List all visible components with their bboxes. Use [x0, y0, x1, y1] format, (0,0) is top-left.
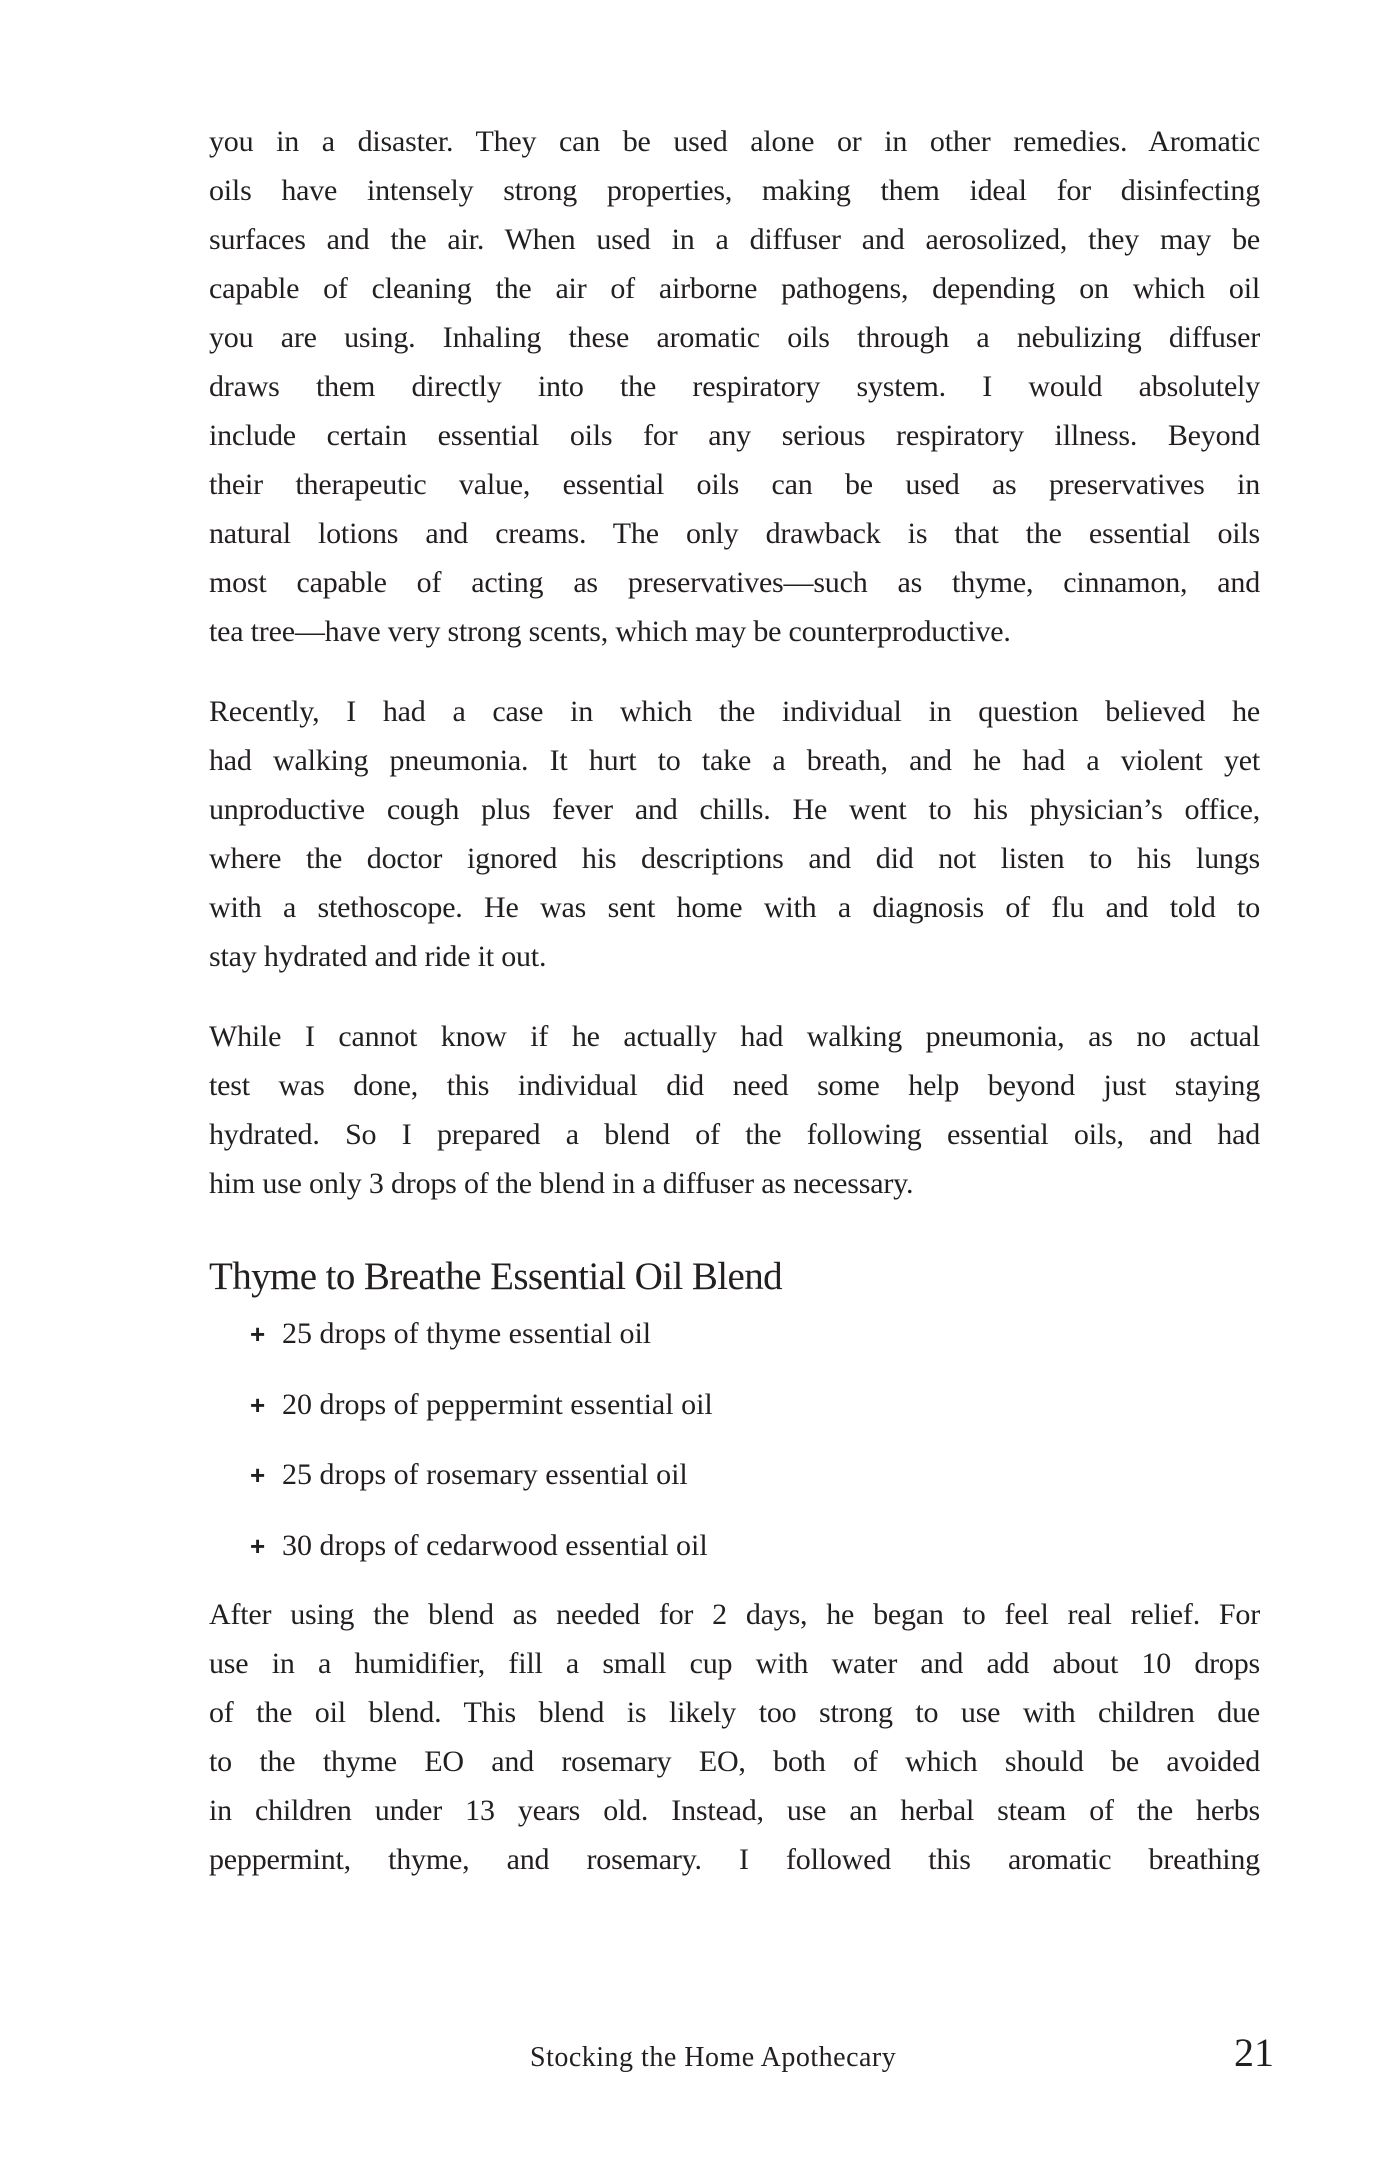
text-line: you in a disaster. They can be used alone or in other remedies. Aromatic	[209, 125, 1260, 158]
text-line: had walking pneumonia. It hurt to take a breath, and he had a violent yet	[209, 744, 1260, 777]
ingredient-item	[250, 1387, 713, 1423]
ingredient-item	[250, 1316, 651, 1352]
plus-bullet-icon: +	[250, 1460, 266, 1490]
recipe-title: Thyme to Breathe Essential Oil Blend	[209, 1255, 783, 1298]
ingredient-text: 25 drops of thyme essential oil	[282, 1317, 652, 1350]
text-line: their therapeutic value, essential oils can be used as preservatives in	[209, 468, 1260, 501]
text-line: stay hydrated and ride it out.	[209, 940, 547, 973]
text-line: natural lotions and creams. The only drawback is that the essential oils	[209, 517, 1260, 550]
text-line: you are using. Inhaling these aromatic oils through a nebulizing diffuser	[209, 321, 1260, 354]
text-line: him use only 3 drops of the blend in a diffuser as necessary.	[209, 1167, 914, 1200]
text-line: hydrated. So I prepared a blend of the following essential oils, and had	[209, 1118, 1260, 1151]
text-line: While I cannot know if he actually had walking pneumonia, as no actual	[209, 1020, 1260, 1053]
running-footer-title: Stocking the Home Apothecary	[530, 2042, 897, 2073]
plus-bullet-icon: +	[250, 1390, 266, 1420]
text-line: unproductive cough plus fever and chills. He went to his physician’s office,	[209, 793, 1260, 826]
text-line: peppermint, thyme, and rosemary. I followed this aromatic breathing	[209, 1843, 1260, 1876]
text-line: test was done, this individual did need some help beyond just staying	[209, 1069, 1260, 1102]
text-line: After using the blend as needed for 2 days, he began to feel real relief. For	[209, 1598, 1260, 1631]
plus-bullet-icon: +	[250, 1319, 266, 1349]
text-line: capable of cleaning the air of airborne pathogens, depending on which oil	[209, 272, 1260, 305]
text-line: where the doctor ignored his descriptions and did not listen to his lungs	[209, 842, 1260, 875]
text-line: most capable of acting as preservatives—such as thyme, cinnamon, and	[209, 566, 1260, 599]
plus-bullet-icon: +	[250, 1531, 266, 1561]
text-line: surfaces and the air. When used in a diffuser and aerosolized, they may be	[209, 223, 1260, 256]
text-line: oils have intensely strong properties, making them ideal for disinfecting	[209, 174, 1260, 207]
page-number: 21	[1234, 2030, 1274, 2075]
text-line: include certain essential oils for any serious respiratory illness. Beyond	[209, 419, 1260, 452]
text-line: Recently, I had a case in which the individual in question believed he	[209, 695, 1260, 728]
ingredient-text: 20 drops of peppermint essential oil	[282, 1388, 713, 1421]
text-line: draws them directly into the respiratory system. I would absolutely	[209, 370, 1260, 403]
text-line: tea tree—have very strong scents, which may be counterproductive.	[209, 615, 1011, 648]
ingredient-item	[250, 1528, 708, 1564]
text-line: of the oil blend. This blend is likely too strong to use with children due	[209, 1696, 1260, 1729]
text-line: to the thyme EO and rosemary EO, both of which should be avoided	[209, 1745, 1260, 1778]
ingredient-text: 25 drops of rosemary essential oil	[282, 1458, 688, 1491]
ingredient-item	[250, 1457, 688, 1493]
text-line: in children under 13 years old. Instead, use an herbal steam of the herbs	[209, 1794, 1260, 1827]
text-line: use in a humidifier, fill a small cup with water and add about 10 drops	[209, 1647, 1260, 1680]
ingredient-text: 30 drops of cedarwood essential oil	[282, 1529, 708, 1562]
text-line: with a stethoscope. He was sent home with a diagnosis of flu and told to	[209, 891, 1260, 924]
